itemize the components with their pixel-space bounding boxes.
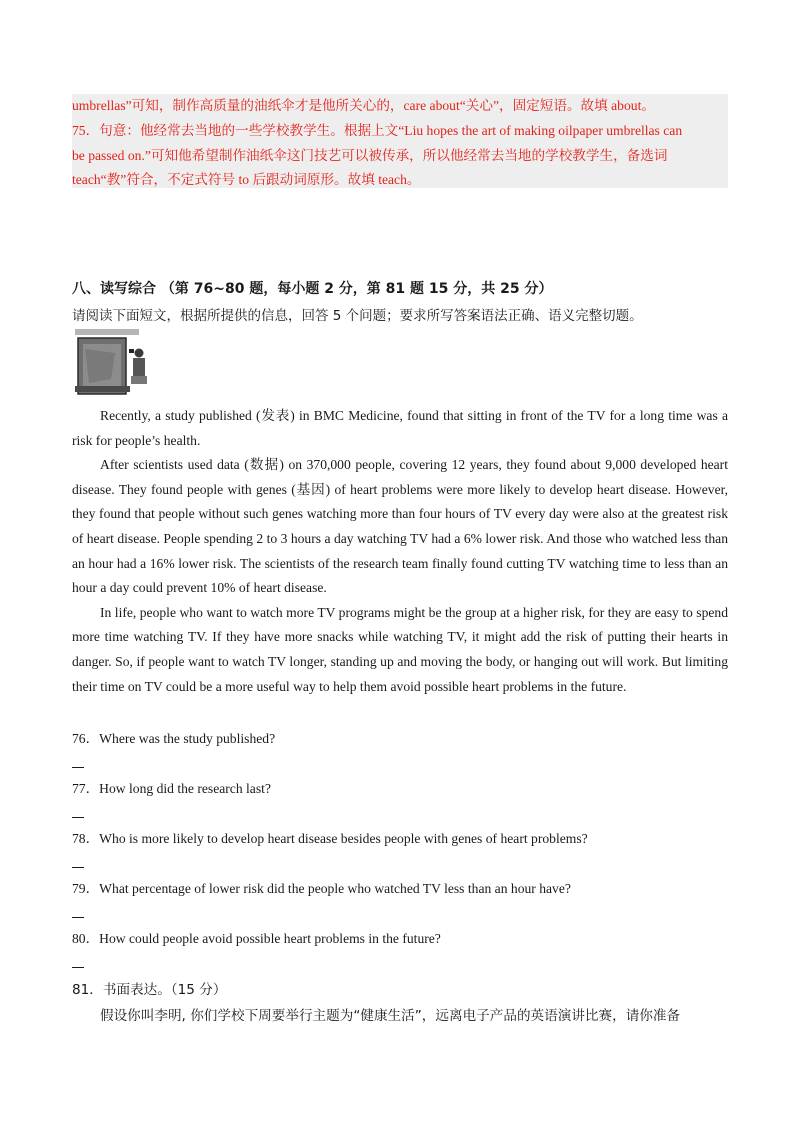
passage-paragraph-1 [72,404,728,453]
answer-explanation-box [72,94,728,188]
answer-line-3: be passed on.”可知他希望制作油纸伞这门技艺可以被传承，所以他经常去当地的学校教学生，备选词 [72,148,668,163]
passage-paragraph-3 [72,601,728,699]
passage-paragraph-2 [72,453,728,601]
passage-text-3: In life, people who want to watch more TV programs might be the group at a higher risk, for they are easy to spend more time watching TV. If they have more snacks while watching TV, it might add the risk of putting their hearts in danger. So, if people want to watch TV longer, standing up and moving the body, or hanging out will work. But limiting their time on TV could be a more useful way to help them avoid possible heart problems in the future. [72,604,728,694]
answer-blank-80[interactable] [72,967,84,968]
question-79: 79．What percentage of lower risk did the people who watched TV less than an hour have? [72,881,571,896]
answer-blank-79[interactable] [72,917,84,918]
reading-passage [72,404,728,699]
question-77: 77．How long did the research last? [72,781,271,796]
section-instruction: 请阅读下面短文，根据所提供的信息，回答 5 个问题；要求所写答案语法正确、语义完整切题。 [72,308,643,324]
question-76: 76．Where was the study published? [72,731,276,746]
answer-line-2: 75．句意：他经常去当地的一些学校教学生。根据上文“Liu hopes the art of making oilpaper umbrellas can [72,123,683,138]
answer-line-4: teach“教”符合，不定式符号 to 后跟动词原形。故填 teach。 [72,172,421,187]
passage-text-2: After scientists used data (数据) on 370,000 people, covering 12 years, they found about 9,000 developed heart disease. They found people with genes (基因) of heart problems were more likely to develop heart disease. However, they found that people without such genes watching more than four hours of TV every day were also at the greatest risk of heart disease. People spending 2 to 3 hours a day watching TV had a 6% lower risk. And those who watched less than an hour had a 16% lower risk. The scientists of the research team finally found cutting TV watching time to less than an hour a day could prevent 10% of heart disease. [72,457,728,596]
tv-watching-illustration [75,329,151,397]
answer-line-1: umbrellas”可知，制作高质量的油纸伞才是他所关心的，care about“关心”，固定短语。故填 about。 [72,98,655,113]
section-heading: 八、读写综合 （第 76~80 题，每小题 2 分，第 81 题 15 分，共 25 分） [72,281,553,297]
writing-task-title: 81．书面表达。（15 分） [72,982,227,998]
question-78: 78．Who is more likely to develop heart disease besides people with genes of heart problems? [72,831,588,846]
answer-blank-78[interactable] [72,867,84,868]
writing-task-prompt: 假设你叫李明, 你们学校下周要举行主题为“健康生活”，远离电子产品的英语演讲比赛，请你准备 [100,1008,681,1024]
passage-text-1: Recently, a study published (发表) in BMC Medicine, found that sitting in front of the TV for a long time was a risk for people’s health. [72,408,728,448]
answer-blank-76[interactable] [72,767,84,768]
question-80: 80．How could people avoid possible heart problems in the future? [72,931,441,946]
answer-blank-77[interactable] [72,817,84,818]
